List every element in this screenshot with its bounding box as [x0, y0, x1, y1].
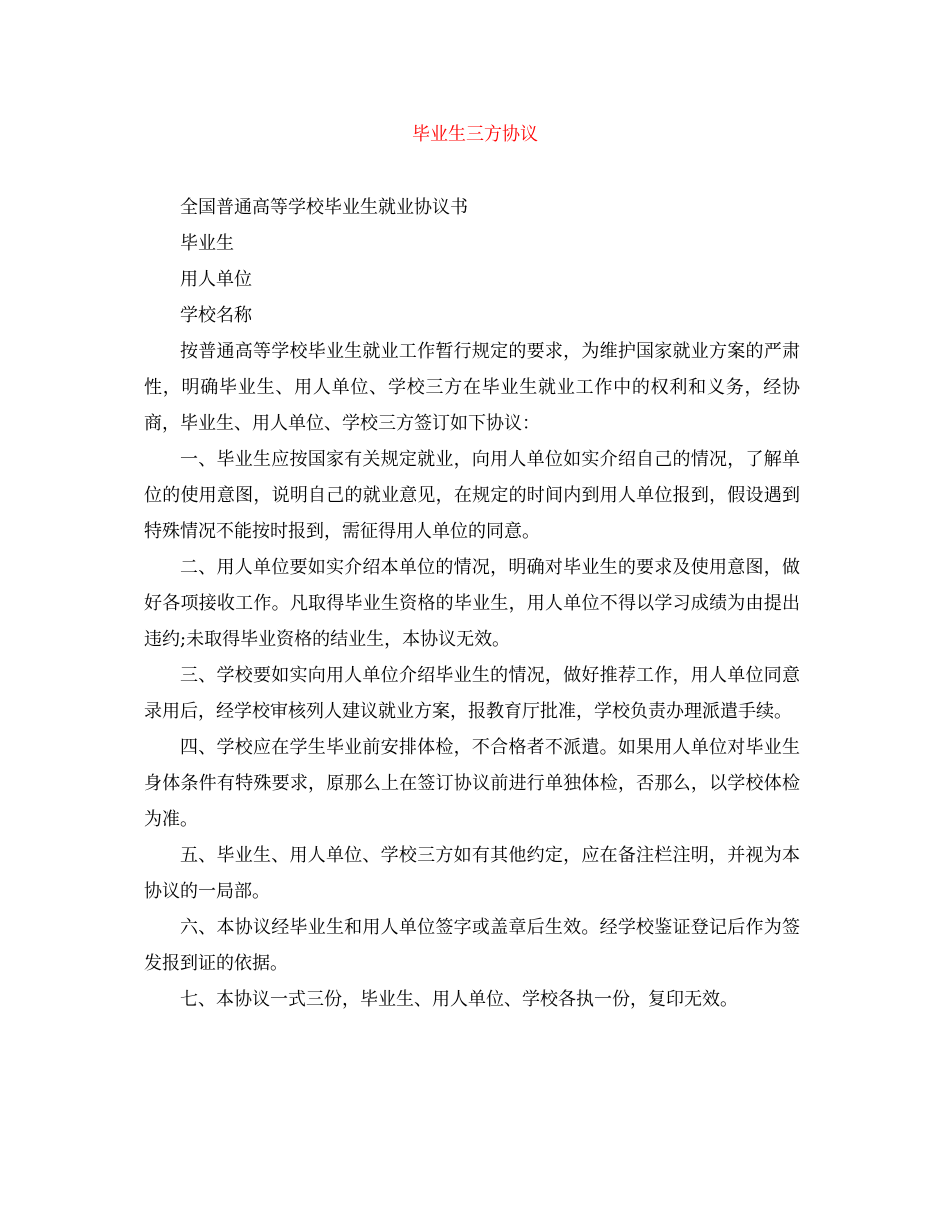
graduate-field-label: 毕业生: [180, 233, 234, 254]
clause-5: 五、毕业生、用人单位、学校三方如有其他约定，应在备注栏注明，并视为本协议的一局部。: [144, 845, 800, 902]
clause-1: 一、毕业生应按国家有关规定就业，向用人单位如实介绍自己的情况，了解单位的使用意图，说明自己的就业意见，在规定的时间内到用人单位报到，假设遇到特殊情况不能按时报到，需征得用人单位的同意。: [144, 449, 800, 542]
agreement-heading: 全国普通高等学校毕业生就业协议书: [180, 197, 468, 218]
clause-4: 四、学校应在学生毕业前安排体检，不合格者不派遣。如果用人单位对毕业生身体条件有特殊要求，原那么上在签订协议前进行单独体检，否那么，以学校体检为准。: [144, 737, 800, 830]
document-body: [144, 190, 800, 1018]
document-title: 毕业生三方协议: [412, 124, 538, 145]
clause-2: 二、用人单位要如实介绍本单位的情况，明确对毕业生的要求及使用意图，做好各项接收工作。凡取得毕业生资格的毕业生，用人单位不得以学习成绩为由提出违约;未取得毕业资格的结业生，本协议无效。: [144, 557, 800, 650]
employer-field-label: 用人单位: [180, 269, 252, 290]
clause-6: 六、本协议经毕业生和用人单位签字或盖章后生效。经学校鉴证登记后作为签发报到证的依据。: [144, 917, 800, 974]
intro-paragraph: 按普通高等学校毕业生就业工作暂行规定的要求，为维护国家就业方案的严肃性，明确毕业生、用人单位、学校三方在毕业生就业工作中的权利和义务，经协商，毕业生、用人单位、学校三方签订如下协议：: [144, 341, 800, 434]
clause-7: 七、本协议一式三份，毕业生、用人单位、学校各执一份，复印无效。: [180, 989, 738, 1010]
school-name-field-label: 学校名称: [180, 305, 252, 326]
clause-3: 三、学校要如实向用人单位介绍毕业生的情况，做好推荐工作，用人单位同意录用后，经学校审核列人建议就业方案，报教育厅批准，学校负责办理派遣手续。: [144, 665, 800, 722]
